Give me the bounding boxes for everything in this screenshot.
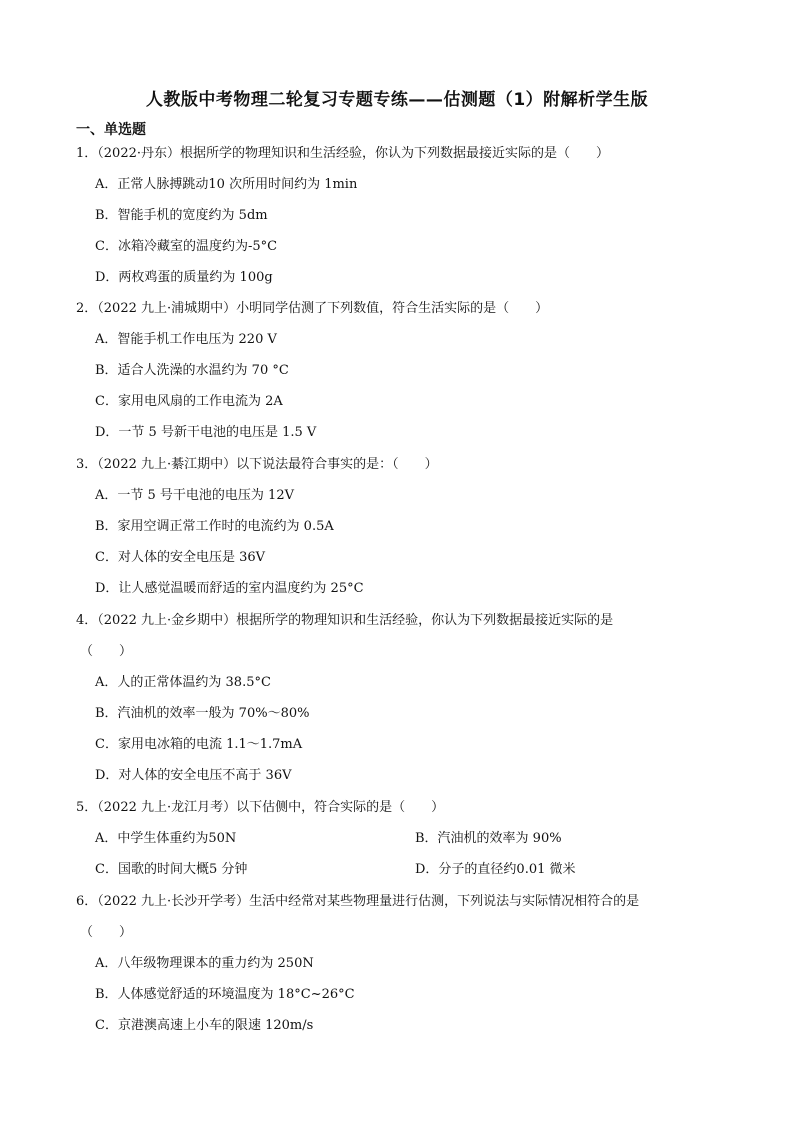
- option-d: D．对人体的安全电压不高于 36V: [95, 768, 292, 783]
- option-b: B．人体感觉舒适的环境温度为 18°C~26°C: [95, 987, 355, 1002]
- question-stem: 2．（2022 九上·浦城期中）小明同学估测了下列数值，符合生活实际的是（ ）: [76, 301, 549, 316]
- question-3: [76, 449, 716, 604]
- option-b: B．家用空调正常工作时的电流约为 0.5A: [95, 519, 334, 534]
- option-c: C．对人体的安全电压是 36V: [95, 550, 266, 565]
- question-stem-continuation: （ ）: [80, 925, 133, 940]
- option-c: C．家用电冰箱的电流 1.1～1.7mA: [95, 737, 303, 752]
- option-d: D．一节 5 号新干电池的电压是 1.5 V: [95, 425, 317, 440]
- option-a: A．一节 5 号干电池的电压为 12V: [95, 488, 294, 503]
- option-a: A．人的正常体温约为 38.5°C: [95, 675, 271, 690]
- option-b: B．适合人洗澡的水温约为 70 °C: [95, 363, 289, 378]
- option-b: B．汽油机的效率为 90%: [415, 831, 562, 846]
- question-stem-continuation: （ ）: [80, 644, 133, 659]
- option-a: A．智能手机工作电压为 220 V: [95, 332, 277, 347]
- option-a: A．正常人脉搏跳动10 次所用时间约为 1min: [95, 177, 358, 192]
- option-c: C．京港澳高速上小车的限速 120m/s: [95, 1018, 314, 1033]
- question-stem: 6．（2022 九上·长沙开学考）生活中经常对某些物理量进行估测，下列说法与实际情况相符合的是: [76, 894, 640, 909]
- options-row: [76, 854, 716, 885]
- option-c: C．家用电风扇的工作电流为 2A: [95, 394, 283, 409]
- option-a: A．中学生体重约为50N: [95, 831, 237, 846]
- option-d: D．分子的直径约0.01 微米: [415, 862, 576, 877]
- question-stem: 3．（2022 九上·綦江期中）以下说法最符合事实的是：（ ）: [76, 457, 438, 472]
- option-d: D．两枚鸡蛋的质量约为 100g: [95, 270, 273, 285]
- option-c: C．国歌的时间大概5 分钟: [95, 862, 248, 877]
- question-5: [76, 792, 716, 885]
- option-b: B．汽油机的效率一般为 70%～80%: [95, 706, 310, 721]
- question-stem: 4．（2022 九上·金乡期中）根据所学的物理知识和生活经验，你认为下列数据最接近实际的是: [76, 613, 614, 628]
- question-4: [76, 605, 716, 791]
- question-stem: 1．（2022·丹东）根据所学的物理知识和生活经验，你认为下列数据最接近实际的是（ ）: [76, 146, 609, 161]
- section-heading: 一、单选题: [76, 122, 146, 138]
- question-1: [76, 138, 716, 293]
- question-6: [76, 886, 716, 1041]
- option-b: B．智能手机的宽度约为 5dm: [95, 208, 268, 223]
- page-title: 人教版中考物理二轮复习专题专练——估测题（1）附解析学生版: [145, 90, 649, 110]
- question-stem: 5．（2022 九上·龙江月考）以下估侧中，符合实际的是（ ）: [76, 800, 445, 815]
- option-c: C．冰箱冷藏室的温度约为-5°C: [95, 239, 278, 254]
- option-a: A．八年级物理课本的重力约为 250N: [95, 956, 314, 971]
- question-2: [76, 293, 716, 448]
- option-d: D．让人感觉温暖而舒适的室内温度约为 25°C: [95, 581, 364, 596]
- options-row: [76, 823, 716, 854]
